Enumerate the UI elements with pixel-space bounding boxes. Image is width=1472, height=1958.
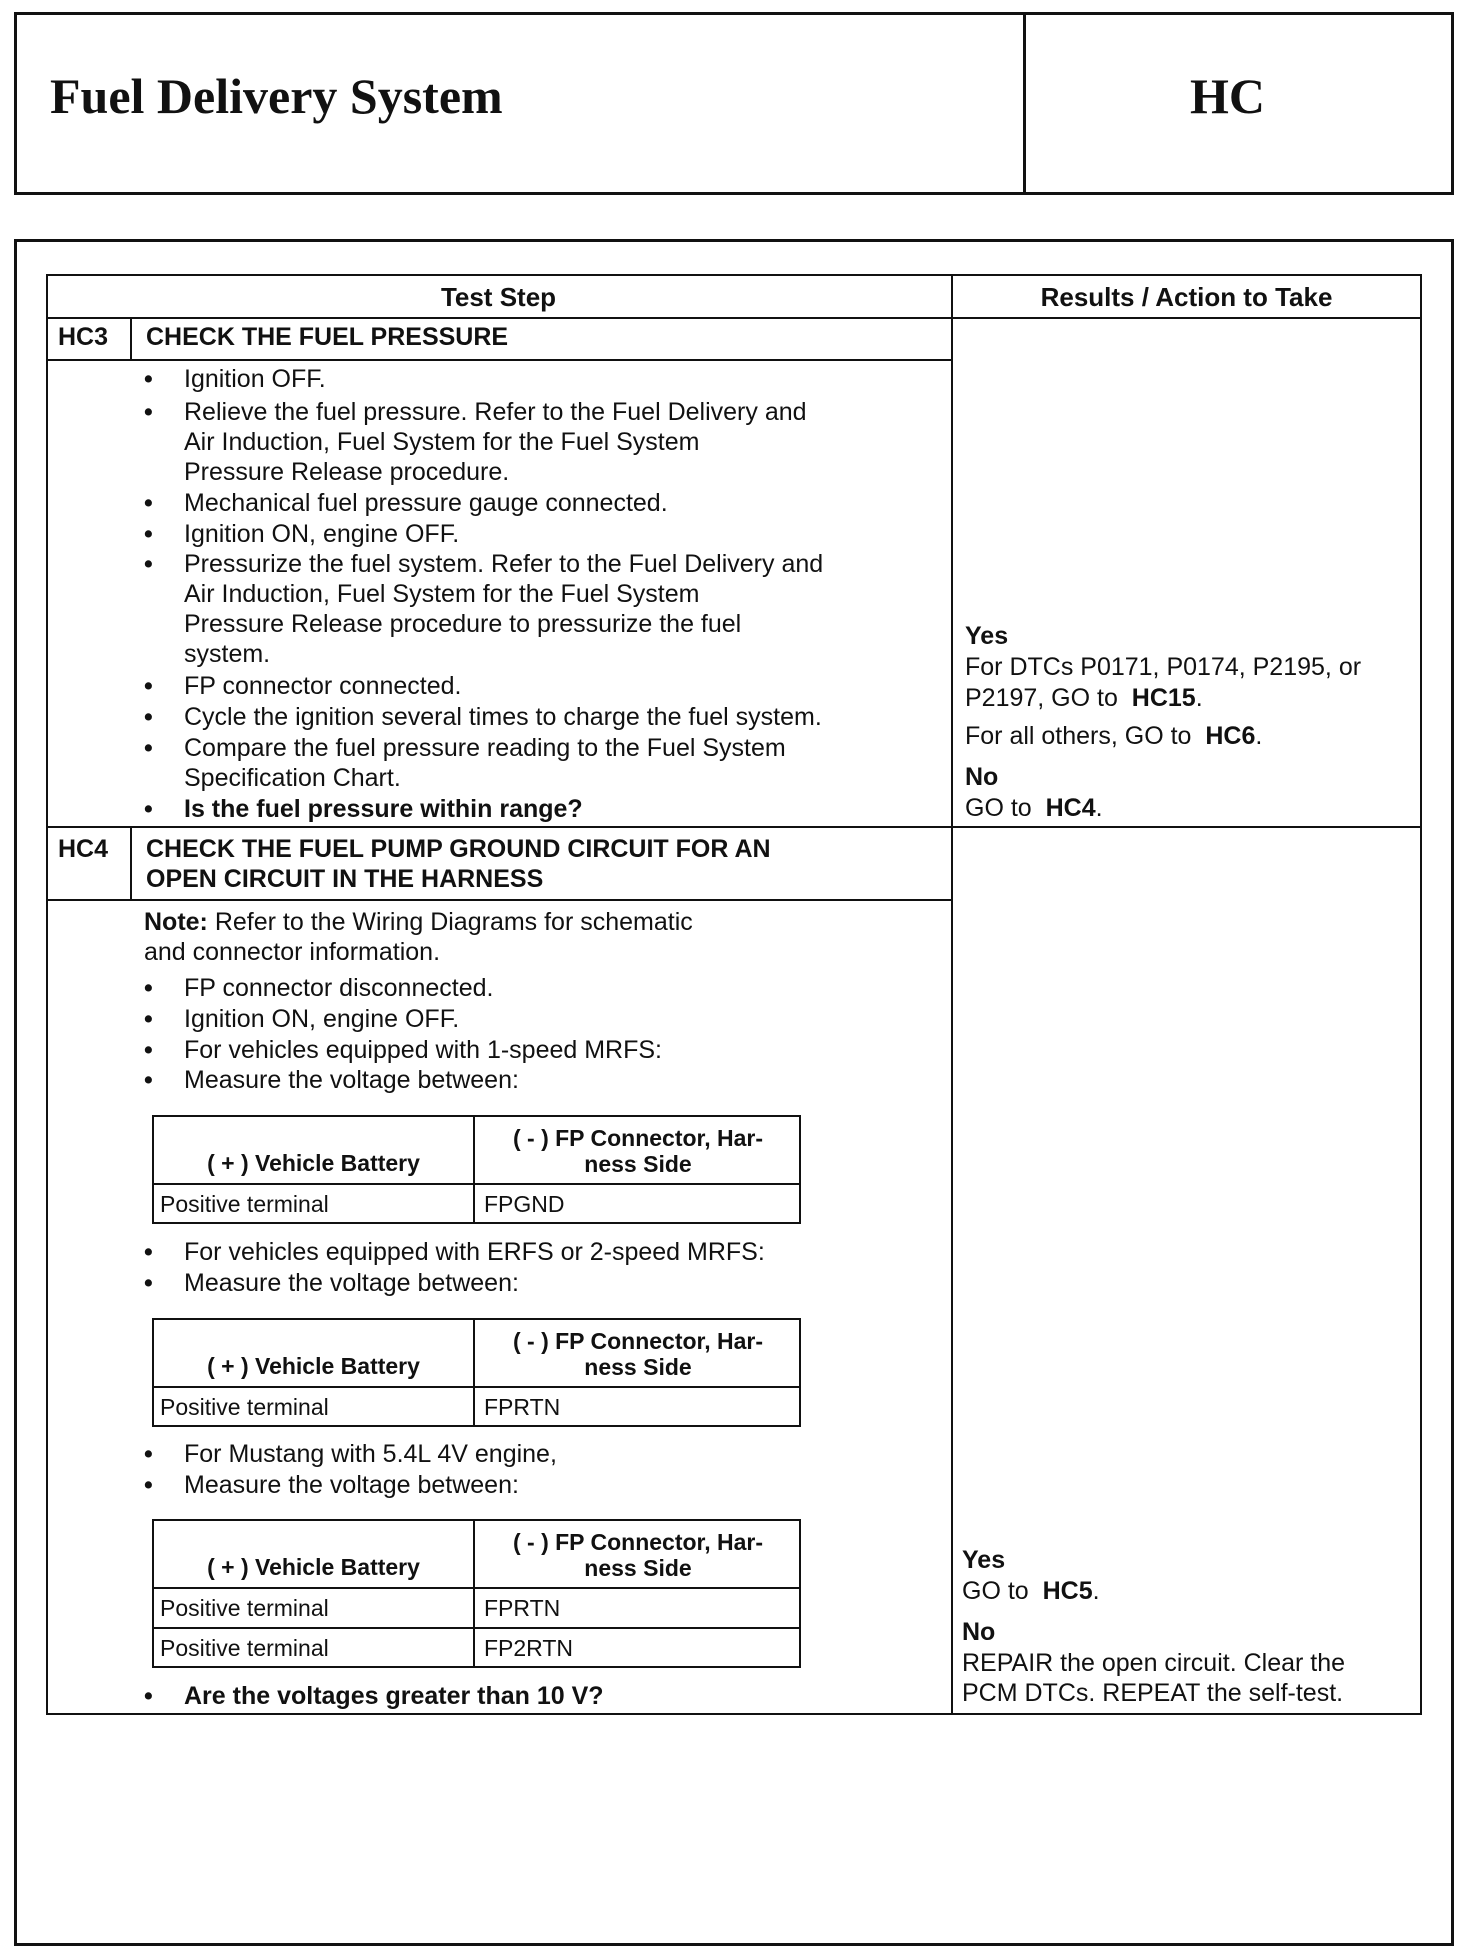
ref-hc15[interactable]: HC15 — [1131, 684, 1196, 712]
hc4-note-line1: Note: Refer to the Wiring Diagrams for schematic — [144, 908, 693, 936]
page-title: Fuel Delivery System — [50, 68, 503, 124]
hc3-no-line: GO to HC4. — [965, 794, 1103, 822]
hc4-yes-label: Yes — [962, 1546, 1006, 1574]
header-divider — [1023, 15, 1026, 192]
column-header-results: Results / Action to Take — [1040, 282, 1333, 312]
hc3-yes-label: Yes — [965, 622, 1009, 650]
measure-table-1MRFS: ( + ) Vehicle Battery ( - ) FP Connector, Har- ness Side Positive terminal FPGND — [152, 1115, 801, 1224]
measure-table-mustang: ( + ) Vehicle Battery ( - ) FP Connector, Har- ness Side Positive terminal FPRTN Positive terminal FP2RTN — [152, 1519, 801, 1668]
table-cell: FPGND — [484, 1191, 565, 1217]
hc3-yes-line1: For DTCs P0171, P0174, P2195, or — [965, 653, 1362, 681]
hc3-no-label: No — [965, 763, 999, 791]
table-cell: Positive terminal — [160, 1635, 329, 1661]
hc3-yes-line3: For all others, GO to HC6. — [965, 722, 1263, 750]
hc4-no-line2: PCM DTCs. REPEAT the self-test. — [962, 1679, 1344, 1707]
step-id-hc3: HC3 — [58, 323, 109, 351]
table-cell: FP2RTN — [484, 1635, 574, 1661]
step-id-hc4: HC4 — [58, 835, 109, 863]
step-title-hc4-line2: OPEN CIRCUIT IN THE HARNESS — [146, 865, 544, 893]
table-cell: Positive terminal — [160, 1191, 329, 1217]
ref-hc5[interactable]: HC5 — [1042, 1577, 1093, 1605]
ref-hc6[interactable]: HC6 — [1205, 722, 1256, 750]
table-cell: Positive terminal — [160, 1595, 329, 1621]
ref-hc4[interactable]: HC4 — [1045, 794, 1096, 822]
hc4-note-line2: and connector information. — [144, 938, 441, 966]
section-code: HC — [1190, 68, 1265, 124]
measure-table-erfs: ( + ) Vehicle Battery ( - ) FP Connector, Har- ness Side Positive terminal FPRTN — [152, 1318, 801, 1427]
table-cell: Positive terminal — [160, 1394, 329, 1420]
hc4-yes-line: GO to HC5. — [962, 1577, 1100, 1605]
hc3-yes-line2: P2197, GO to HC15. — [965, 684, 1203, 712]
hc4-no-line1: REPAIR the open circuit. Clear the — [962, 1649, 1346, 1677]
step-title-hc4-line1: CHECK THE FUEL PUMP GROUND CIRCUIT FOR AN — [146, 835, 771, 863]
table-cell: FPRTN — [484, 1595, 561, 1621]
step-title-hc3: CHECK THE FUEL PRESSURE — [146, 323, 509, 351]
column-header-test-step: Test Step — [440, 282, 557, 312]
hc4-no-label: No — [962, 1618, 996, 1646]
table-cell: FPRTN — [484, 1394, 561, 1420]
